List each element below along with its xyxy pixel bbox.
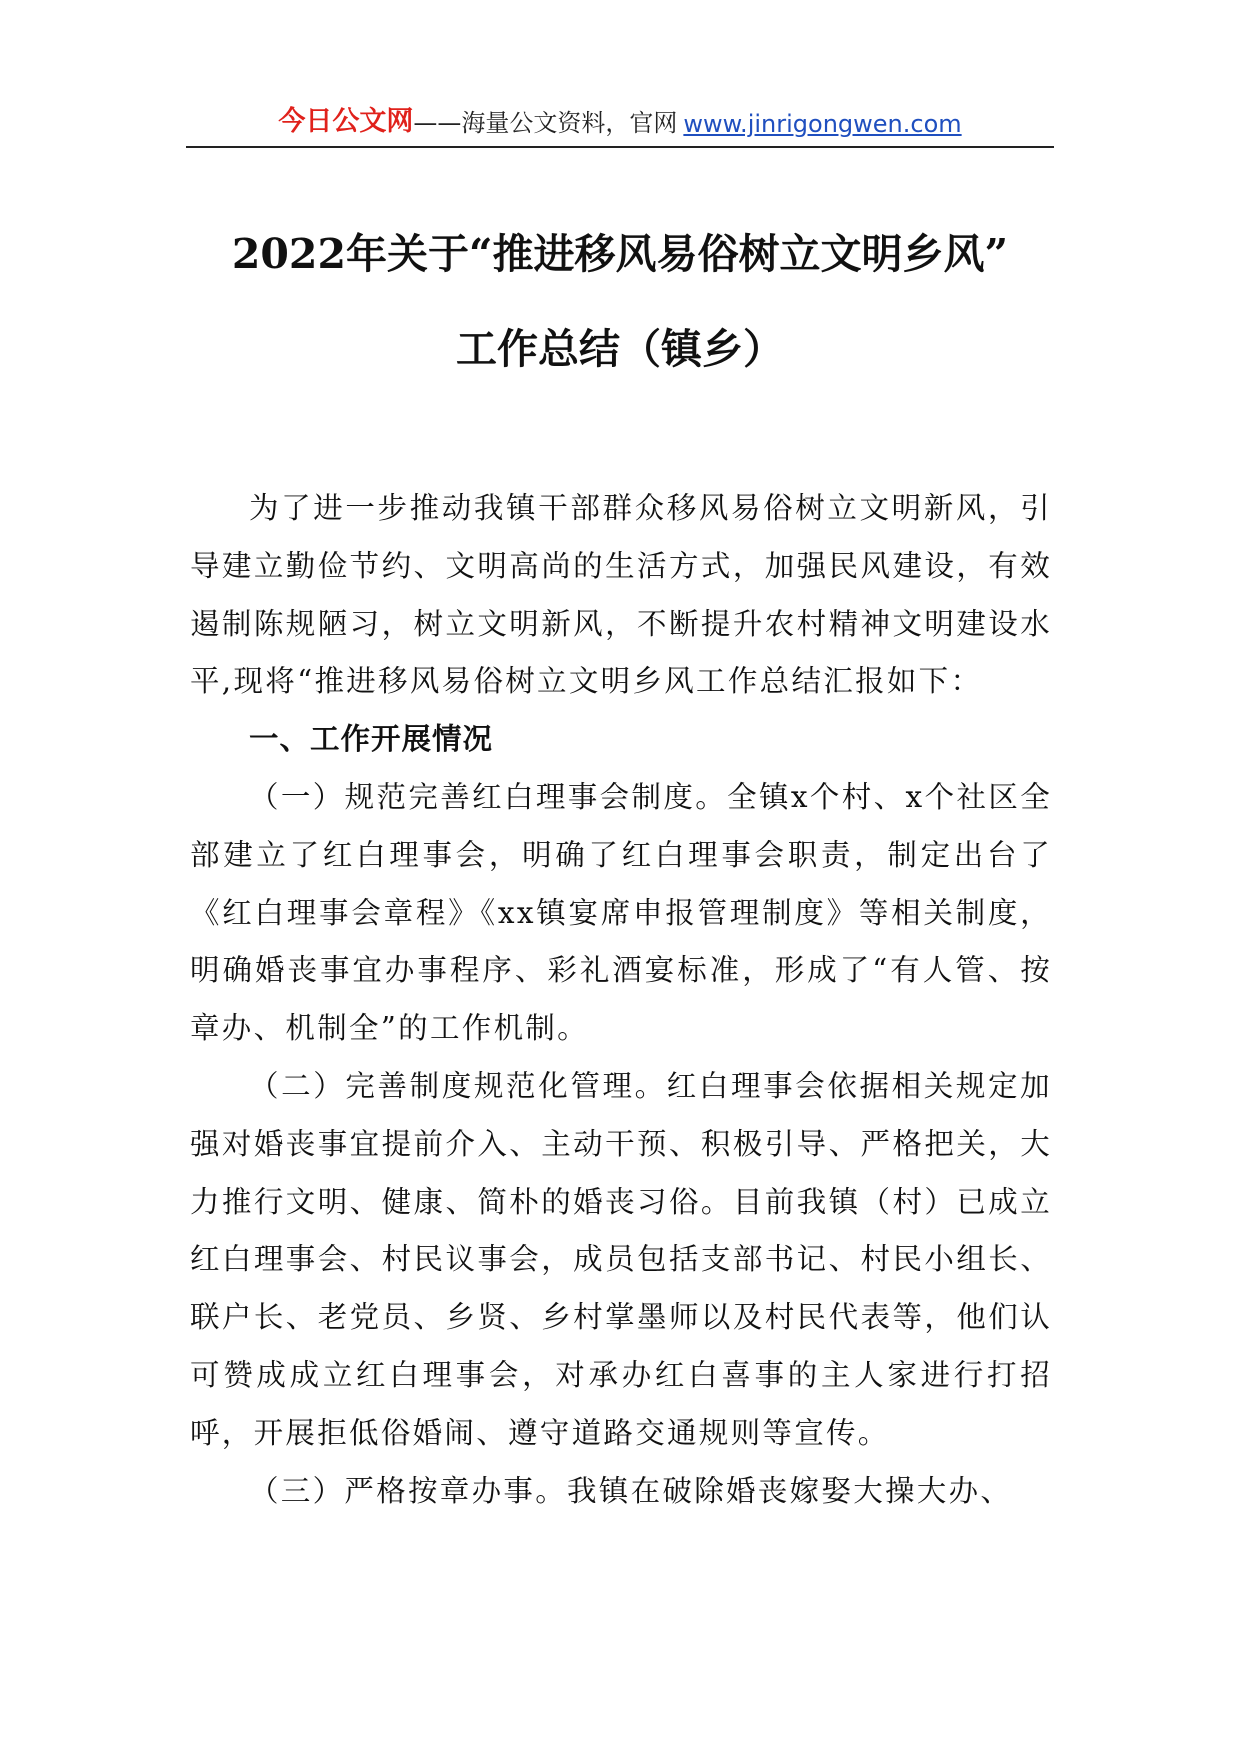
document-title-line-2: 工作总结（镇乡） (456, 325, 784, 373)
body-paragraph: （二）完善制度规范化管理。红白理事会依据相关规定加强对婚丧事宜提前介入、主动干预、积极引导、严格把关，大力推行文明、健康、简朴的婚丧习俗。目前我镇（村）已成立红白理事会、村民议事会，成员包括支部书记、村民小组长、联户长、老党员、乡贤、乡村掌墨师以及村民代表等，他们认可赞成成立红白理事会，对承办红白喜事的主人家进行打招呼，开展拒低俗婚闹、遵守道路交通规则等宣传。 (190, 1068, 1052, 1450)
body-paragraph: （一）规范完善红白理事会制度。全镇x个村、x个社区全部建立了红白理事会，明确了红白理事会职责，制定出台了《红白理事会章程》《xx镇宴席申报管理制度》等相关制度，明确婚丧事宜办事程序、彩礼酒宴标准，形成了“有人管、按章办、机制全”的工作机制。 (190, 779, 1052, 1046)
document-title-line-1: 2022年关于“推进移风易俗树立文明乡风” (231, 230, 1009, 278)
intro-paragraph: 为了进一步推动我镇干部群众移风易俗树立文明新风，引导建立勤俭节约、文明高尚的生活方式，加强民风建设，有效遏制陈规陋习，树立文明新风，不断提升农村精神文明建设水平,现将“推进移风易俗树立文明乡风工作总结汇报如下： (190, 491, 1052, 699)
section-heading: 一、工作开展情况 (249, 722, 494, 757)
site-header (186, 100, 1054, 148)
header-tagline: ——海量公文资料，官网 (413, 109, 678, 137)
body-paragraph: （三）严格按章办事。我镇在破除婚丧嫁娶大操大办、 (249, 1473, 1013, 1508)
brand-name: 今日公文网 (278, 106, 414, 137)
website-link[interactable]: www.jinrigongwen.com (683, 110, 962, 138)
document-body (190, 480, 1052, 1520)
